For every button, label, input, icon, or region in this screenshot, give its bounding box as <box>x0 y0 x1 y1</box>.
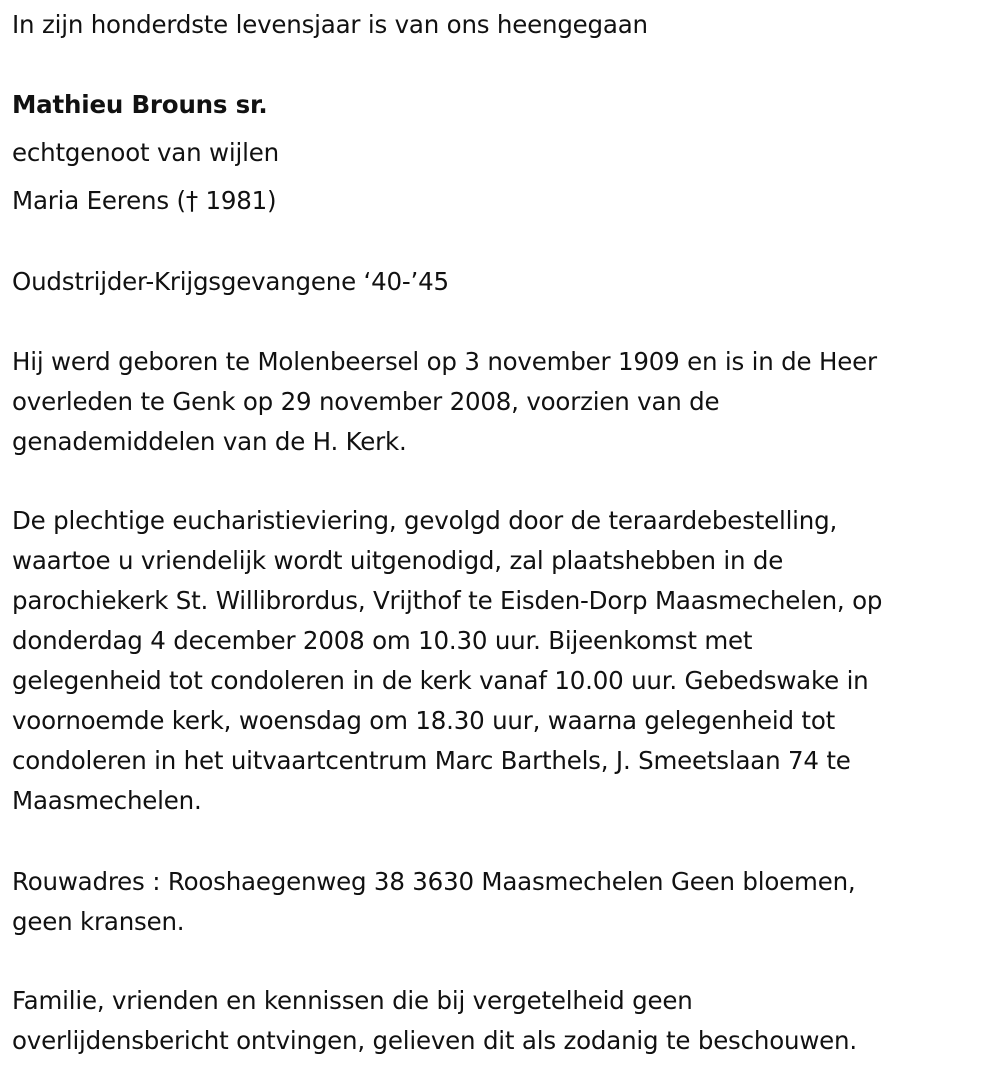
paragraph-line: voornoemde kerk, woensdag om 18.30 uur, waarna gelegenheid tot <box>12 706 836 735</box>
paragraph-line: gelegenheid tot condoleren in de kerk vanaf 10.00 uur. Gebedswake in <box>12 666 869 695</box>
spouse-label: echtgenoot van wijlen <box>12 138 279 167</box>
spouse-name: Maria Eerens († 1981) <box>12 186 277 215</box>
paragraph-line: waartoe u vriendelijk wordt uitgenodigd, zal plaatshebben in de <box>12 546 784 575</box>
paragraph-line: Familie, vrienden en kennissen die bij vergetelheid geen <box>12 986 693 1015</box>
honorary-title: Oudstrijder-Krijgsgevangene ‘40-’45 <box>12 267 449 296</box>
paragraph-line: De plechtige eucharistieviering, gevolgd door de teraardebestelling, <box>12 506 838 535</box>
paragraph-line: parochiekerk St. Willibrordus, Vrijthof te Eisden-Dorp Maasmechelen, op <box>12 586 883 615</box>
paragraph-line: condoleren in het uitvaartcentrum Marc Barthels, J. Smeetslaan 74 te <box>12 746 851 775</box>
deceased-name: Mathieu Brouns sr. <box>12 90 268 119</box>
paragraph-line: donderdag 4 december 2008 om 10.30 uur. Bijeenkomst met <box>12 626 753 655</box>
paragraph-line: Maasmechelen. <box>12 786 202 815</box>
paragraph-line: geen kransen. <box>12 907 185 936</box>
paragraph-line: genademiddelen van de H. Kerk. <box>12 427 407 456</box>
paragraph-line: overleden te Genk op 29 november 2008, voorzien van de <box>12 387 720 416</box>
intro-text: In zijn honderdste levensjaar is van ons heengegaan <box>12 10 648 39</box>
paragraph-line: Rouwadres : Rooshaegenweg 38 3630 Maasmechelen Geen bloemen, <box>12 867 856 896</box>
paragraph-line: overlijdensbericht ontvingen, gelieven dit als zodanig te beschouwen. <box>12 1026 857 1055</box>
paragraph-line: Hij werd geboren te Molenbeersel op 3 november 1909 en is in de Heer <box>12 347 877 376</box>
